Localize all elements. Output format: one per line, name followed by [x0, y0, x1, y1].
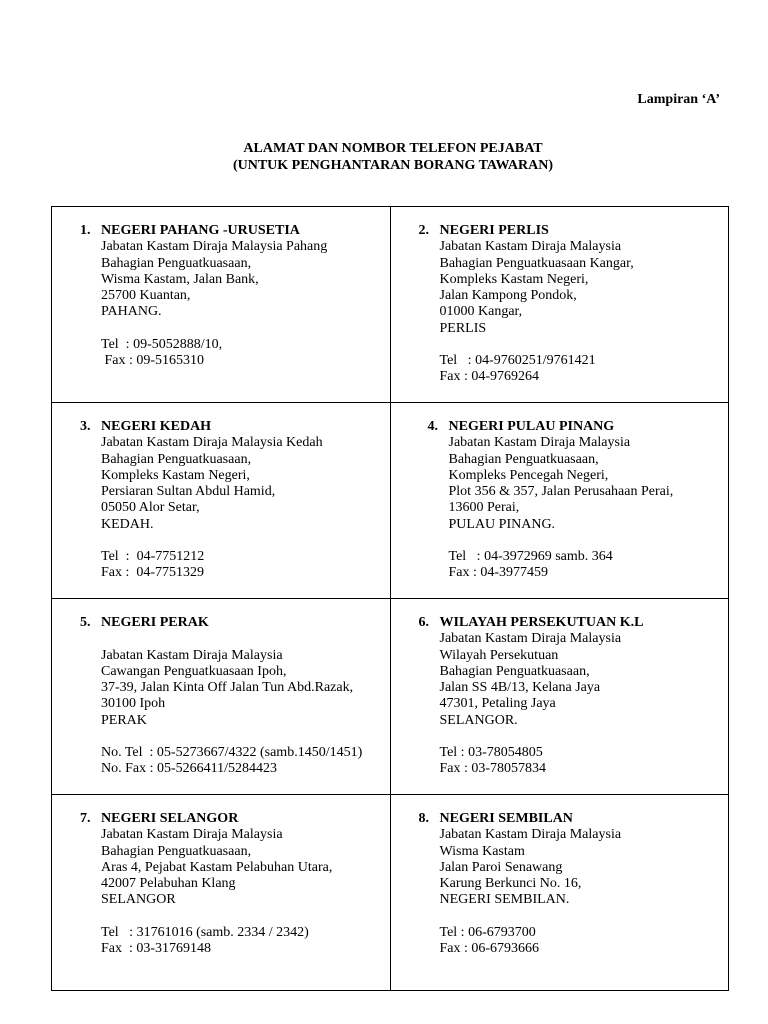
office-name: NEGERI SEMBILAN	[439, 811, 573, 826]
address-line: Jabatan Kastam Diraja Malaysia	[439, 827, 622, 843]
address-line: Wisma Kastam	[439, 843, 525, 859]
address-line: Cawangan Penguatkuasaan Ipoh,	[101, 663, 287, 679]
office-cell	[390, 599, 729, 795]
address-line: Bahagian Penguatkuasaan,	[101, 451, 252, 467]
address-line: PERAK	[101, 712, 147, 728]
office-name: WILAYAH PERSEKUTUAN K.L	[439, 615, 644, 630]
office-heading	[428, 419, 725, 435]
address-line: Jabatan Kastam Diraja Malaysia	[439, 631, 622, 647]
office-cell	[52, 207, 391, 403]
table-row	[52, 207, 729, 403]
office-telephone: Tel : 04-7751212	[101, 549, 205, 565]
address-line: Jabatan Kastam Diraja Malaysia	[448, 435, 631, 451]
title-line-2: (UNTUK PENGHANTARAN BORANG TAWARAN)	[232, 158, 554, 173]
office-entry	[80, 615, 386, 778]
office-number: 3.	[80, 419, 91, 434]
address-line: Bahagian Penguatkuasaan Kangar,	[439, 255, 634, 271]
office-telephone: Tel : 06-6793700	[439, 924, 536, 940]
office-entry	[419, 615, 725, 778]
office-telephone: Tel : 31761016 (samb. 2334 / 2342)	[101, 924, 309, 940]
address-line: PULAU PINANG.	[448, 516, 556, 532]
office-address	[80, 435, 386, 533]
office-cell	[52, 795, 391, 991]
office-fax: No. Fax : 05-5266411/5284423	[101, 761, 278, 777]
office-heading	[419, 615, 725, 631]
address-line: PAHANG.	[101, 304, 162, 320]
office-telephone: No. Tel : 05-5273667/4322 (samb.1450/1451)	[101, 745, 363, 761]
address-line: SELANGOR	[101, 892, 176, 908]
address-line	[101, 631, 386, 647]
office-address	[428, 435, 725, 533]
title-line-1: ALAMAT DAN NOMBOR TELEFON PEJABAT	[243, 141, 543, 156]
address-line: 37-39, Jalan Kinta Off Jalan Tun Abd.Razak,	[101, 680, 354, 696]
office-heading	[80, 223, 386, 239]
address-line: KEDAH.	[101, 516, 154, 532]
office-heading	[80, 615, 386, 631]
office-name: NEGERI PERLIS	[439, 223, 549, 238]
office-name: NEGERI SELANGOR	[101, 811, 239, 826]
office-heading	[419, 223, 725, 239]
address-line: Bahagian Penguatkuasaan,	[439, 663, 590, 679]
address-line: SELANGOR.	[439, 712, 518, 728]
office-telephone: Tel : 04-3972969 samb. 364	[448, 549, 613, 565]
office-heading	[80, 811, 386, 827]
address-line: 30100 Ipoh	[101, 696, 166, 712]
table-row	[52, 599, 729, 795]
office-entry	[428, 419, 725, 582]
office-fax: Fax : 04-7751329	[101, 565, 205, 581]
office-cell	[52, 599, 391, 795]
office-fax: Fax : 03-31769148	[101, 941, 212, 957]
office-name: NEGERI KEDAH	[101, 419, 212, 434]
office-address	[80, 827, 386, 908]
office-cell	[52, 403, 391, 599]
office-address	[80, 631, 386, 729]
address-line: Karung Berkunci No. 16,	[439, 876, 582, 892]
office-cell	[390, 403, 729, 599]
address-line: Wisma Kastam, Jalan Bank,	[101, 271, 259, 287]
address-line: 47301, Petaling Jaya	[439, 696, 556, 712]
address-line: PERLIS	[439, 320, 487, 336]
address-line: Wilayah Persekutuan	[439, 647, 559, 663]
address-line: Jabatan Kastam Diraja Malaysia	[101, 647, 283, 663]
office-fax: Fax : 09-5165310	[101, 353, 205, 369]
office-cell	[390, 795, 729, 991]
office-address	[80, 239, 386, 320]
address-line: Jalan SS 4B/13, Kelana Jaya	[439, 680, 601, 696]
office-telephone: Tel : 03-78054805	[439, 745, 543, 761]
office-telephone: Tel : 09-5052888/10,	[101, 336, 223, 352]
address-line: Jalan Paroi Senawang	[439, 859, 563, 875]
office-entry	[419, 223, 725, 386]
office-heading	[419, 811, 725, 827]
address-line: 42007 Pelabuhan Klang	[101, 876, 236, 892]
office-number: 2.	[418, 223, 429, 238]
address-line: Jalan Kampong Pondok,	[439, 288, 577, 304]
office-fax: Fax : 04-3977459	[448, 565, 549, 581]
office-entry	[80, 419, 386, 582]
address-line: Bahagian Penguatkuasaan,	[101, 843, 252, 859]
office-name: NEGERI PAHANG -URUSETIA	[101, 223, 300, 238]
address-line: Jabatan Kastam Diraja Malaysia Pahang	[101, 239, 328, 255]
office-telephone: Tel : 04-9760251/9761421	[439, 353, 596, 369]
address-line: Jabatan Kastam Diraja Malaysia	[439, 239, 622, 255]
address-line: Kompleks Pencegah Negeri,	[448, 467, 609, 483]
office-entry	[80, 811, 386, 957]
table-row	[52, 403, 729, 599]
office-address-table	[51, 206, 729, 991]
office-number: 1.	[80, 223, 91, 238]
office-name: NEGERI PERAK	[101, 615, 209, 630]
office-number: 5.	[80, 615, 91, 630]
appendix-label: Lampiran ‘A’	[637, 92, 720, 107]
address-line: Jabatan Kastam Diraja Malaysia	[101, 827, 283, 843]
office-number: 4.	[427, 419, 438, 434]
page-title	[0, 140, 768, 174]
address-line: 13600 Perai,	[448, 500, 520, 516]
office-heading	[80, 419, 386, 435]
table-row	[52, 795, 729, 991]
office-fax: Fax : 03-78057834	[439, 761, 547, 777]
office-fax: Fax : 06-6793666	[439, 941, 540, 957]
office-number: 6.	[418, 615, 429, 630]
office-number: 8.	[418, 811, 429, 826]
office-entry	[419, 811, 725, 957]
address-line: Bahagian Penguatkuasaan,	[101, 255, 252, 271]
office-fax: Fax : 04-9769264	[439, 369, 540, 385]
address-line: 01000 Kangar,	[439, 304, 523, 320]
office-number: 7.	[80, 811, 91, 826]
office-cell	[390, 207, 729, 403]
address-line: Plot 356 & 357, Jalan Perusahaan Perai,	[448, 484, 674, 500]
address-line: 05050 Alor Setar,	[101, 500, 200, 516]
address-line: Bahagian Penguatkuasaan,	[448, 451, 599, 467]
address-line: Kompleks Kastam Negeri,	[101, 467, 250, 483]
address-line: Jabatan Kastam Diraja Malaysia Kedah	[101, 435, 323, 451]
address-line: Aras 4, Pejabat Kastam Pelabuhan Utara,	[101, 859, 333, 875]
office-name: NEGERI PULAU PINANG	[448, 419, 615, 434]
address-line: Persiaran Sultan Abdul Hamid,	[101, 484, 276, 500]
office-address	[419, 827, 725, 908]
address-line: NEGERI SEMBILAN.	[439, 892, 570, 908]
office-address	[419, 631, 725, 729]
address-line: 25700 Kuantan,	[101, 288, 191, 304]
office-address	[419, 239, 725, 337]
address-line: Kompleks Kastam Negeri,	[439, 271, 589, 287]
office-entry	[80, 223, 386, 369]
